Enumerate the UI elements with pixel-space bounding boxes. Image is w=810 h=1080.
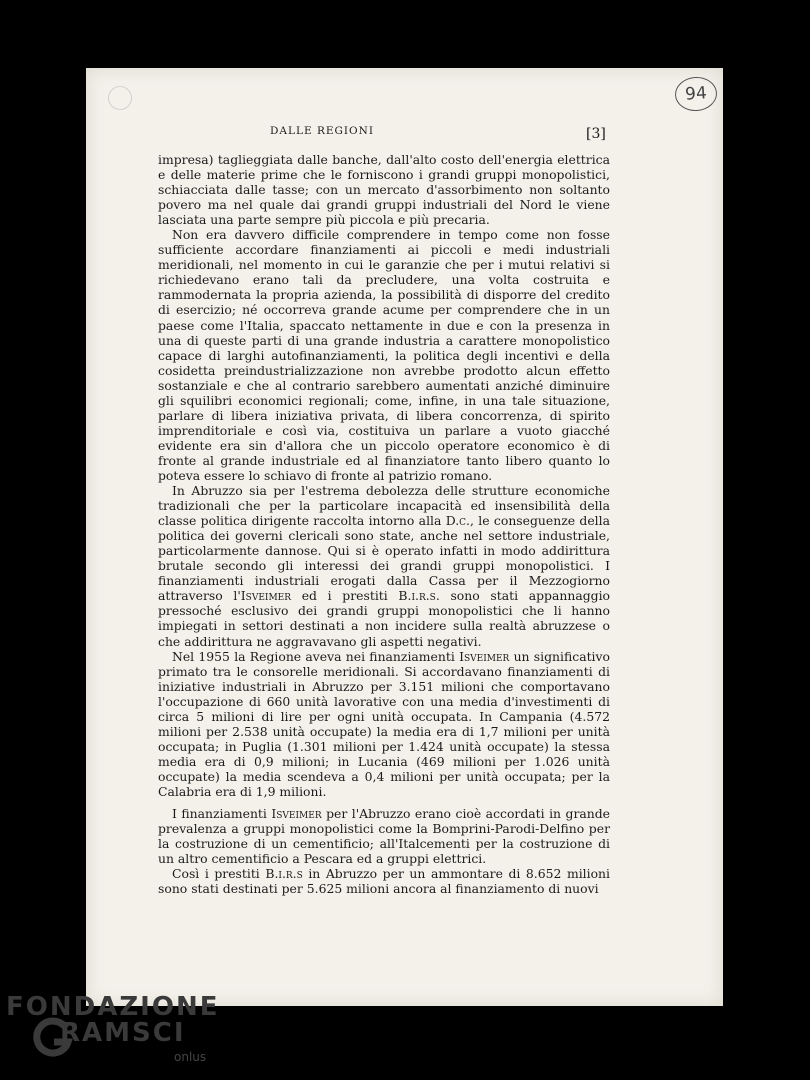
logo-line-2: RAMSCI [60, 1018, 186, 1048]
logo-subtitle: onlus [174, 1050, 207, 1064]
p4-isveimer: Isveimer [459, 648, 510, 664]
paragraph-2: Non era davvero difficile comprendere in tempo come non fosse sufficiente accordare finanziamenti ai piccoli e medi industriali meridionali, nel momento in cui le garanzie che per i mutui relativi si richiedevano erano tali da precludere, una volta costruita e rammodernata la propria azienda, la possibilità di disporre del credito di esercizio; né occorreva grande acume per comprendere che in un paese come l'Italia, spaccato nettamente in due e con la presenza in una di queste parti di una grande industria a carattere monopolistico capace di larghi autofinanziamenti, la politica degli incentivi e della cosidetta preindustrializzazione non avrebbe prodotto alcun effetto sostanziale e che al contrario sarebbero aumentati anziché diminuire gli squilibri economici regionali; come, infine, in una tale situazione, parlare di libera iniziativa privata, di libera concorrenza, di spirito imprenditoriale e così via, costituiva un parlare a vuoto giacché evidente era sin d'allora che un piccolo operatore economico è di fronte al grande industriale ed al finanziatore tanto libero quanto lo poteva essere lo schiavo di fronte al patrizio romano. [158, 227, 610, 483]
paragraph-6 [158, 866, 610, 896]
paragraph-1: impresa) taglieggiata dalle banche, dall'alto costo dell'energia elettrica e delle materie prime che le forniscono i grandi gruppi monopolistici, schiacciata dalle tasse; con un mercato d'assorbimento non soltanto povero ma nel quale dai grandi gruppi industriali del Nord le viene lasciata una parte sempre più piccola e più precaria. [158, 152, 610, 228]
p5-text-b: per l'Abruzzo erano cioè accordati in grande prevalenza a gruppi monopolistici come la Bomprini-Parodi-Delfino per la costruzione di un cementificio; all'Italcementi per la costruzione di un altro cementificio a Pescara ed a gruppi elettrici. [158, 806, 610, 867]
p3-text-a: In Abruzzo sia per l'estrema debolezza delle strutture economiche tradizionali che per la particolare incapacità ed insensibilità della classe politica dirigente raccolta intorno alla [158, 483, 610, 529]
logo-line-1: FONDAZIONE [6, 992, 220, 1022]
page-number: [3] [586, 126, 606, 142]
paragraph-5 [158, 806, 610, 866]
p4-text-a: Nel 1955 la Regione aveva nei finanziamenti [172, 648, 460, 664]
p3-text-c: ed i prestiti [291, 588, 399, 604]
p3-text-d: sono stati appannaggio pressoché esclusivo dei grandi gruppi monopolistici che li hanno impiegati in settori destinati a non incidere sulla realtà abruzzese o che addirittura ne aggravavano gli aspetti negativi. [158, 588, 610, 649]
body-text [158, 152, 610, 896]
paragraph-4 [158, 649, 610, 799]
paragraph-3 [158, 483, 610, 649]
p3-birs: B.i.r.s. [398, 588, 440, 604]
document-page [86, 68, 723, 1006]
p3-text-b: , le conseguenze della politica dei governi clericali sono state, anche nel settore industriale, particolarmente dannose. Qui si è operato infatti in modo addirittura brutale secondo gli interessi dei grandi gruppi monopolistici. I finanziamenti industriali erogati dalla Cassa per il Mezzogiorno attraverso l' [158, 513, 610, 604]
p6-text-a: Così i prestiti [172, 866, 266, 882]
p6-birs: B.i.r.s [265, 866, 303, 882]
p5-text-a: I finanziamenti [172, 806, 272, 822]
p3-dc-abbr: D.c. [445, 513, 470, 529]
archive-page-stamp [674, 76, 718, 113]
fondazione-gramsci-logo [6, 992, 236, 1072]
stamp-number: 94 [684, 83, 708, 105]
p3-isveimer: Isveimer [240, 588, 292, 604]
p5-isveimer: Isveimer [271, 806, 322, 822]
running-title: DALLE REGIONI [270, 125, 374, 137]
p4-text-b: un significativo primato tra le consorelle meridionali. Si accordavano finanziamenti di iniziative industriali in Abruzzo per 3.151 milioni che comportavano l'occupazione di 660 unità lavorative con una media d'investimenti di circa 5 milioni di lire per ogni unità occupata. In Campania (4.572 milioni per 2.538 unità occupate) la media era di 1,7 milioni per unità occupata; in Puglia (1.301 milioni per 1.424 unità occupate) la stessa media era di 0,9 milioni; in Lucania (469 milioni per 1.026 unità occupate) la media scendeva a 0,4 milioni per unità occupata; per la Calabria era di 1,9 milioni. [158, 648, 610, 799]
p6-text-b: in Abruzzo per un ammontare di 8.652 milioni sono stati destinati per 5.625 milioni ancora al finanziamento di nuovi [158, 866, 610, 897]
faint-stamp-mark [108, 86, 132, 110]
